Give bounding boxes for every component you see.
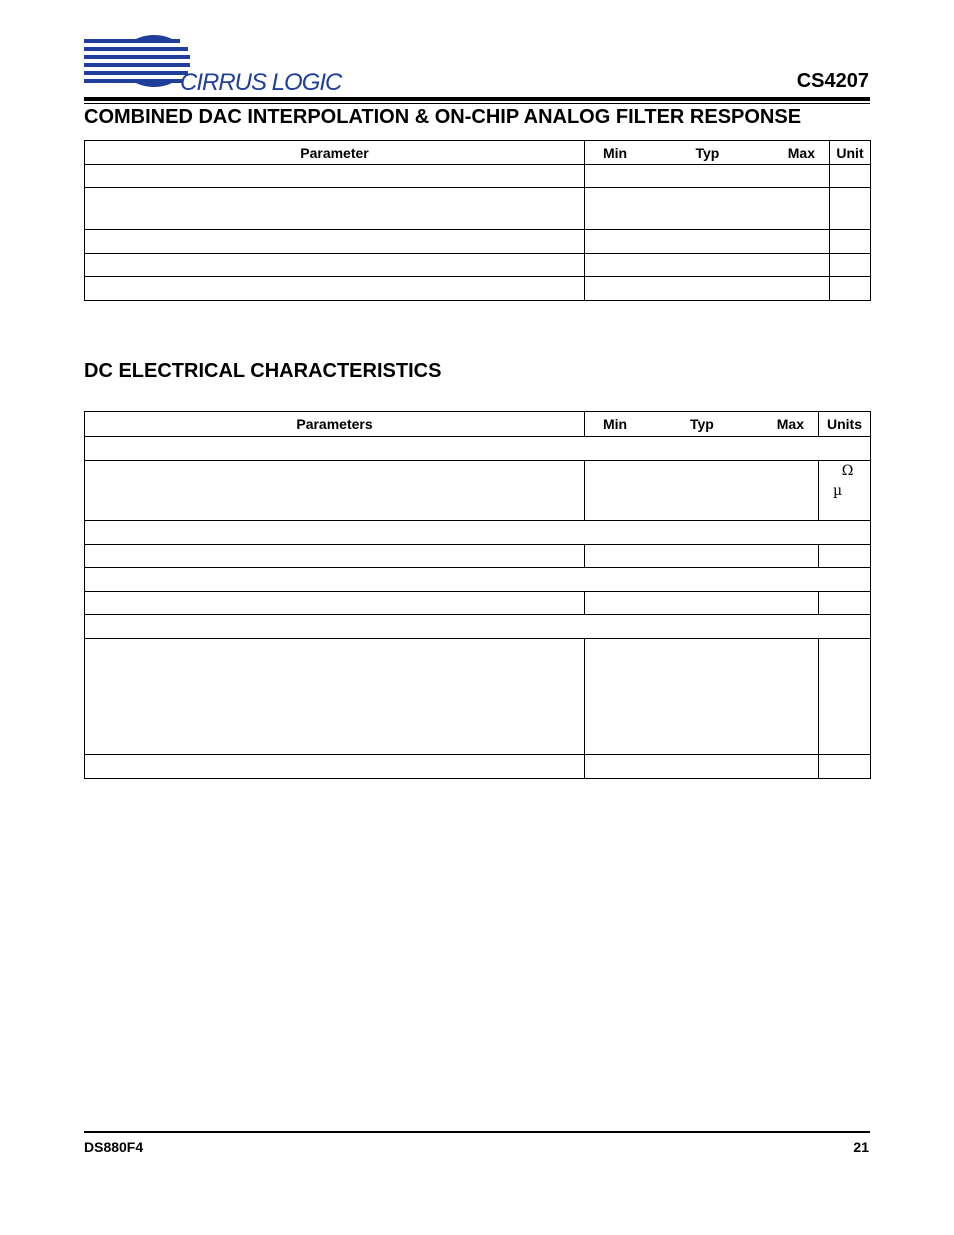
table-row	[85, 230, 871, 254]
table-row	[85, 461, 871, 521]
column-header-typ: Typ	[695, 144, 720, 161]
table-row	[85, 165, 871, 188]
dc-characteristics-table	[84, 411, 871, 779]
filter-response-table	[84, 140, 871, 301]
column-header-unit: Unit	[830, 141, 871, 165]
column-header-typ: Typ	[690, 416, 714, 432]
column-header-min: Min	[603, 144, 628, 161]
column-header-parameter: Parameter	[85, 141, 585, 165]
footer-page-number: 21	[853, 1139, 869, 1155]
unit-symbol-micro: µ	[833, 483, 843, 499]
table-row	[85, 254, 871, 277]
table-header-row	[85, 141, 871, 165]
header-rule	[84, 97, 870, 101]
table-row	[85, 188, 871, 230]
footer-doc-number: DS880F4	[84, 1139, 144, 1155]
column-header-min: Min	[603, 416, 628, 432]
table-row	[85, 277, 871, 301]
table-section-row	[85, 437, 871, 461]
unit-symbol-ohm: Ω	[841, 463, 854, 479]
table-row	[85, 592, 871, 615]
table-section-row	[85, 521, 871, 545]
unit-symbols-cell	[819, 461, 871, 521]
header-rule-thin	[84, 103, 870, 104]
section-title-dc-characteristics: DC ELECTRICAL CHARACTERISTICS	[84, 360, 442, 382]
column-header-parameters: Parameters	[85, 412, 585, 437]
document-id: CS4207	[796, 70, 869, 92]
column-header-units: Units	[819, 412, 871, 437]
footer-rule	[84, 1131, 870, 1133]
logo-text: CIRRUS LOGIC	[180, 69, 342, 95]
column-header-max: Max	[787, 144, 815, 161]
table-header-row	[85, 412, 871, 437]
table-row	[85, 755, 871, 779]
table-row	[85, 545, 871, 568]
column-header-max: Max	[776, 416, 804, 432]
cirrus-logic-logo	[84, 33, 356, 95]
section-title-filter-response: COMBINED DAC INTERPOLATION & ON-CHIP ANALOG FILTER RESPONSE	[84, 106, 802, 128]
column-header-min-typ-max	[585, 412, 819, 437]
table-row	[85, 639, 871, 755]
table-section-row	[85, 615, 871, 639]
table-section-row	[85, 568, 871, 592]
column-header-min-typ-max	[585, 141, 830, 165]
